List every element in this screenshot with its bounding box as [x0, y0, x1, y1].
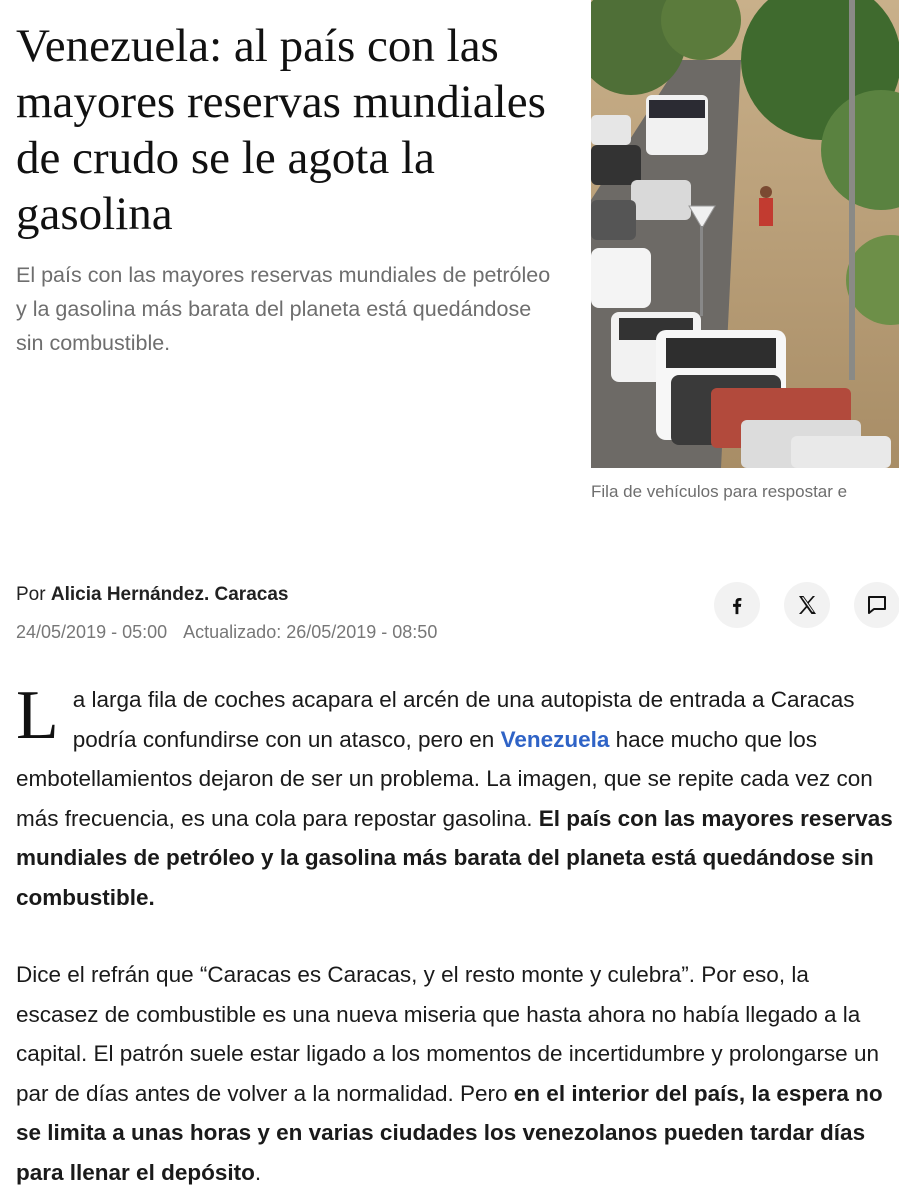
article-paragraph-2: [16, 955, 896, 1192]
photo-caption: Fila de vehículos para respostar e: [591, 482, 848, 501]
article-standfirst: El país con las mayores reservas mundiales de petróleo y la gasolina más barata del planeta está quedándose sin combustible.: [16, 263, 551, 355]
drop-cap: L: [16, 677, 59, 754]
article-paragraph-1: [16, 677, 896, 917]
author-name[interactable]: Alicia Hernández. Caracas: [50, 584, 289, 605]
photo-gas-queue-illustration: [591, 0, 899, 468]
paragraph-bold-text: en el interior del país, la espera no se limita a unas horas y en varias ciudades los venezolanos pueden tardar días para llenar el depósito: [16, 1080, 883, 1185]
publish-dates: [16, 619, 437, 645]
article-photo[interactable]: [591, 0, 899, 468]
comments-button[interactable]: [854, 582, 899, 628]
paragraph-text: .: [254, 1159, 262, 1185]
article-headline: Venezuela: al país con las mayores reservas mundiales de crudo se le agota la gasolina: [16, 20, 546, 240]
comment-icon: [865, 593, 889, 617]
venezuela-link[interactable]: Venezuela: [500, 726, 610, 752]
facebook-icon: [726, 594, 748, 616]
share-x-button[interactable]: [784, 582, 830, 628]
published-date: 24/05/2019 - 05:00: [16, 622, 168, 642]
byline: [16, 582, 288, 608]
paragraph-text: hace mucho que los embotellamientos dejaron de ser un problema. La imagen, que se repite cada vez con más frecuencia, es una cola para repostar gasolina.: [16, 726, 873, 831]
paragraph-bold-text: El país con las mayores reservas mundiales de petróleo y la gasolina más barata del planeta está quedándose sin combustible.: [16, 805, 893, 910]
article-body: [16, 677, 896, 1192]
x-icon: [795, 593, 819, 617]
paragraph-text: a larga fila de coches acapara el arcén de una autopista de entrada a Caracas podría confundirse con un atasco, pero en: [72, 687, 855, 752]
share-facebook-button[interactable]: [714, 582, 760, 628]
byline-prefix: Por: [16, 584, 46, 605]
paragraph-text: Dice el refrán que “Caracas es Caracas, y el resto monte y culebra”. Por eso, la escasez de combustible es una nueva miseria que hasta ahora no había llegado a la capital. El patrón suele estar ligado a los momentos de incertidumbre y prolongarse un par de días antes de volver a la normalidad. Pero: [16, 962, 879, 1106]
updated-date: Actualizado: 26/05/2019 - 08:50: [183, 622, 438, 642]
